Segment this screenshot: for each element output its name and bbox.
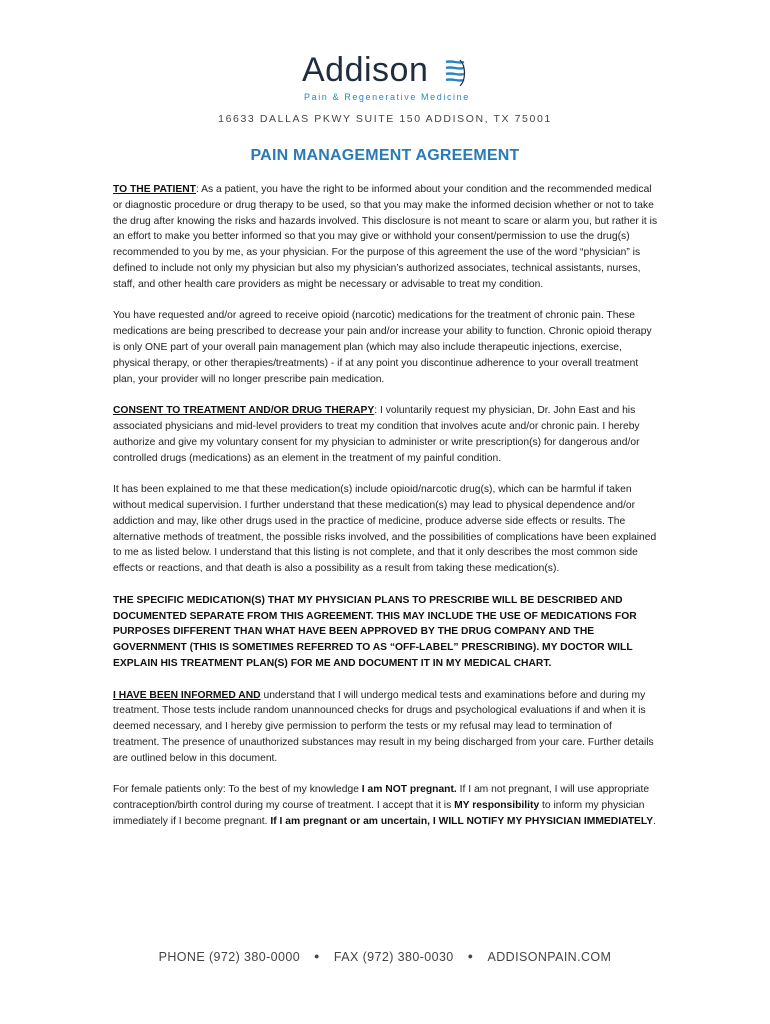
paragraph-consent xyxy=(113,403,658,466)
paragraph-text: : As a patient, you have the right to be informed about your condition and the recommended medical or diagnostic procedure or drug therapy to be used, so that you may make the informed decision whether or not to take the drug after knowing the risks and hazards involved. This disclosure is not meant to scare or alarm you, but rather it is an effort to make you better informed so that you may give or withhold your consent/permission to use the drug(s) recommended to you by me, as your physician. For the purpose of this agreement the use of the word “physician” is defined to include not only my physician but also my physician’s authorized associates, technical assistants, nurses, staff, and other health care providers as might be necessary or advisable to treat my condition. xyxy=(113,184,658,290)
logo-tagline: Pain & Regenerative Medicine xyxy=(304,92,470,102)
section-label: TO THE PATIENT xyxy=(113,184,196,195)
section-label: I HAVE BEEN INFORMED AND xyxy=(113,689,261,701)
emphasis-notify: If I am pregnant or am uncertain, I WILL NOTIFY MY PHYSICIAN IMMEDIATELY xyxy=(270,815,654,827)
document-title: PAIN MANAGEMENT AGREEMENT xyxy=(250,147,520,164)
separator-dot: ● xyxy=(314,951,320,961)
footer-phone: PHONE (972) 380-0000 xyxy=(158,950,301,964)
paragraph-text: : I voluntarily request my physician, Dr. John East and his associated physicians and mid-level providers to treat my condition that involves acute and/or chronic pain. I hereby authorize and give my voluntary consent for my physician to administer or write prescription(s) for dangerous and/or controlled drugs (medications) as an element in the treatment of my painful condition. xyxy=(113,405,640,464)
paragraph-specific-medications xyxy=(113,593,658,672)
paragraph-opioid-request xyxy=(113,308,658,387)
paragraph-text: It has been explained to me that these medication(s) include opioid/narcotic drug(s), which can be harmful if taken without medical supervision. I further understand that these medication(s) may lead to physical dependence and/or addiction and may, like other drugs used in the practice of medicine, produce adverse side effects or results. The alternative methods of treatment, the possible risks involved, and the possibilities of complications have been explained to me as listed below. I understand that this listing is not complete, and that it only describes the most common side effects or reactions, and that death is also a possibility as a result from taking these medication(s). xyxy=(113,484,657,575)
paragraph-risks xyxy=(113,482,658,577)
paragraph-informed xyxy=(113,688,658,767)
emphasis-responsibility: MY responsibility xyxy=(454,800,540,812)
paragraph-text: You have requested and/or agreed to receive opioid (narcotic) medications for the treatment of chronic pain. These medications are being prescribed to decrease your pain and/or increase your ability to function. Chronic opioid therapy is only ONE part of your overall pain management plan (which may also include therapeutic injections, exercise, physical therapy, or other therapies/treatments) - if at any point you discontinue adherence to your overall treatment plan, your provider will no longer prescribe pain medication. xyxy=(113,310,652,385)
logo-name: Addison xyxy=(302,51,429,89)
footer-website: ADDISONPAIN.COM xyxy=(487,950,612,964)
footer-fax: FAX (972) 380-0030 xyxy=(333,950,454,964)
emphasis-not-pregnant: I am NOT pregnant. xyxy=(361,784,457,796)
paragraph-text: . xyxy=(653,815,657,827)
practice-address: 16633 DALLAS PKWY SUITE 150 ADDISON, TX 75001 xyxy=(218,113,552,125)
separator-dot: ● xyxy=(467,951,474,961)
agreement-body xyxy=(113,182,658,845)
paragraph-text: to inform my physician immediately if I become pregnant. xyxy=(113,800,645,827)
paragraph-text: THE SPECIFIC MEDICATION(S) THAT MY PHYSICIAN PLANS TO PRESCRIBE WILL BE DESCRIBED AND DOCUMENTED SEPARATE FROM THIS AGREEMENT. THIS MAY INCLUDE THE USE OF MEDICATIONS FOR PURPOSES DIFFERENT THAN WHAT HAVE BEEN APPROVED BY THE DRUG COMPANY AND THE GOVERNMENT (THIS IS SOMETIMES REFERRED TO AS “OFF-LABEL” PRESCRIBING). MY DOCTOR WILL EXPLAIN HIS TREATMENT PLAN(S) FOR ME AND DOCUMENT IT IN MY MEDICAL CHART. xyxy=(113,594,637,669)
paragraph-text: For female patients only: To the best of my knowledge xyxy=(113,784,362,796)
paragraph-text: understand that I will undergo medical tests and examinations before and during my treatment. Those tests include random unannounced checks for drugs and psychological evaluations if and when it is deemed necessary, and I hereby give permission to perform the tests or my refusal may lead to termination of treatment. The presence of unauthorized substances may result in my being discharged from your care. Further details are outlined below in this document. xyxy=(113,689,654,764)
paragraph-text: If I am not pregnant, I will use appropriate contraception/birth control during my course of treatment. I accept that it is xyxy=(113,784,650,812)
addison-logo xyxy=(302,51,472,106)
paragraph-female-patients xyxy=(113,782,658,829)
paragraph-to-the-patient xyxy=(113,182,658,293)
section-label: CONSENT TO TREATMENT AND/OR DRUG THERAPY xyxy=(113,405,375,417)
contact-footer xyxy=(0,950,770,964)
dna-helix-icon xyxy=(444,58,466,88)
